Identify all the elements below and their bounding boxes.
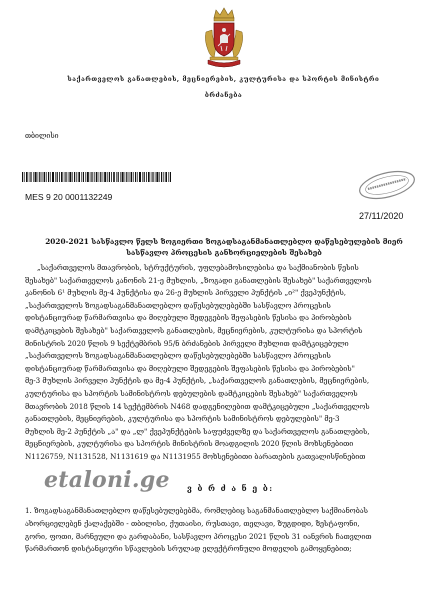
preamble-line: დამტკიცების შესახებ" საქართველოს განათლების, მეცნიერების, კულტურისა და სპორტის bbox=[25, 325, 363, 335]
document-title bbox=[24, 236, 424, 258]
preamble-text bbox=[25, 262, 425, 464]
city-name: თბილისი bbox=[25, 132, 59, 140]
georgia-coat-of-arms-emblem bbox=[204, 6, 244, 70]
preamble-line: კანონის 6¹ მუხლის მე-4 პუნქტისა და 26-ე მუხლის პირველი პუნქტის „ი²" ქვეპუნქტის, bbox=[25, 288, 347, 298]
preamble-line: „საქართველოს მთავრობის, სტრუქტურის, უფლებამოსილებისა და საქმიანობის წესის bbox=[37, 263, 359, 272]
item-line: წარმართონ დისტანციური სწავლების სრულად ელექტრონული მოდელის გამოყენებით; bbox=[25, 544, 352, 554]
preamble-line: მთავრობის 2018 წლის 14 სექტემბრის N468 დადგენილებით დამტკიცებული „საქართველოს bbox=[25, 401, 370, 411]
title-line: სასწავლო პროცესის განხორციელების შესახებ bbox=[126, 248, 322, 257]
item-line: გორი, ფოთი, მარნეული და გარდაბანი, სასწავლო პროცესი 2021 წლის 31 იანვრის ჩათვლით bbox=[25, 531, 372, 541]
barcode-image bbox=[22, 172, 172, 182]
preamble-line: შესახებ" საქართველოს კანონის 21-ე მუხლის, „ზოგადი განათლების შესახებ" საქართველოს bbox=[25, 275, 372, 285]
preamble-line: კულტურისა და სპორტის სამინისტროს დებულების დამტკიცების შესახებ" საქართველოს bbox=[25, 388, 358, 398]
registration-number: MES 9 20 0001132249 bbox=[25, 192, 113, 202]
site-watermark: etaloni.ge bbox=[44, 467, 170, 493]
preamble-line: მინისტრის 2020 წლის 9 სექტემბრის 95/ნ ბრძანების პირველი მუხლით დამტკიცებული bbox=[25, 338, 349, 348]
decree-item-1 bbox=[25, 505, 429, 556]
preamble-line: განათლების, მეცნიერების, კულტურისა და სპორტის სამინისტროს დებულების" მე-3 bbox=[25, 414, 340, 424]
document-date: 27/11/2020 bbox=[359, 211, 404, 221]
preamble-line: მე-3 მუხლის პირველი პუნქტის და მე-4 პუნქტის, „საქართველოს განათლების, მეცნიერების, bbox=[25, 376, 370, 386]
ministry-name: საქართველოს განათლების, მეცნიერების, კულტურისა და სპორტის მინისტრი bbox=[67, 76, 380, 83]
preamble-line: N1126759, N1131528, N1131619 და N1131955 მოხსენებითი ბარათების გათვალისწინებით bbox=[25, 451, 366, 461]
decree-heading: ვ ბ რ ძ ა ნ ე ბ: bbox=[187, 484, 274, 493]
preamble-line: „საქართველოს ზოგადსაგანმანათლებლო დაწესებულებებში სასწავლო პროცესის bbox=[25, 300, 331, 310]
preamble-line: მეცნიერების, კულტურისა და სპორტის მინისტრის მოადგილის 2020 წლის მოხსენებითი bbox=[25, 439, 354, 449]
preamble-line: „საქართველოს ზოგადსაგანმანათლებლო დაწესებულებებში სასწავლო პროცესის bbox=[25, 351, 331, 361]
official-stamp bbox=[356, 170, 418, 200]
title-line: 2020-2021 სასწავლო წელს ზოგიერთი ზოგადსაგანმანათლებლო დაწესებულების მიერ bbox=[45, 237, 403, 246]
preamble-line: დისტანციურად წარმართვისა და მიღებული შედეგების შეფასების წესისა და პირობების" bbox=[25, 363, 355, 373]
item-line: 1. ზოგადსაგანმანათლებლო დაწესებულებებმა, რომლებიც საგანმანათლებლო საქმიანობას bbox=[25, 506, 368, 515]
document-type: ბრძანება bbox=[204, 91, 243, 99]
item-line: ახორციელებენ ქალაქებში - თბილისი, ქუთაისი, რუსთავი, თელავი, ზუგდიდი, ზესტაფონი, bbox=[25, 518, 360, 528]
preamble-line: დისტანციურად წარმართვისა და მიღებული შედეგების შეფასების წესისა და პირობების bbox=[25, 313, 352, 323]
preamble-line: მუხლის მე-2 პუნქტის „ა" და „ლ" ქვეპუნქტების საფუძველზე და საქართველოს განათლების, bbox=[25, 426, 370, 436]
